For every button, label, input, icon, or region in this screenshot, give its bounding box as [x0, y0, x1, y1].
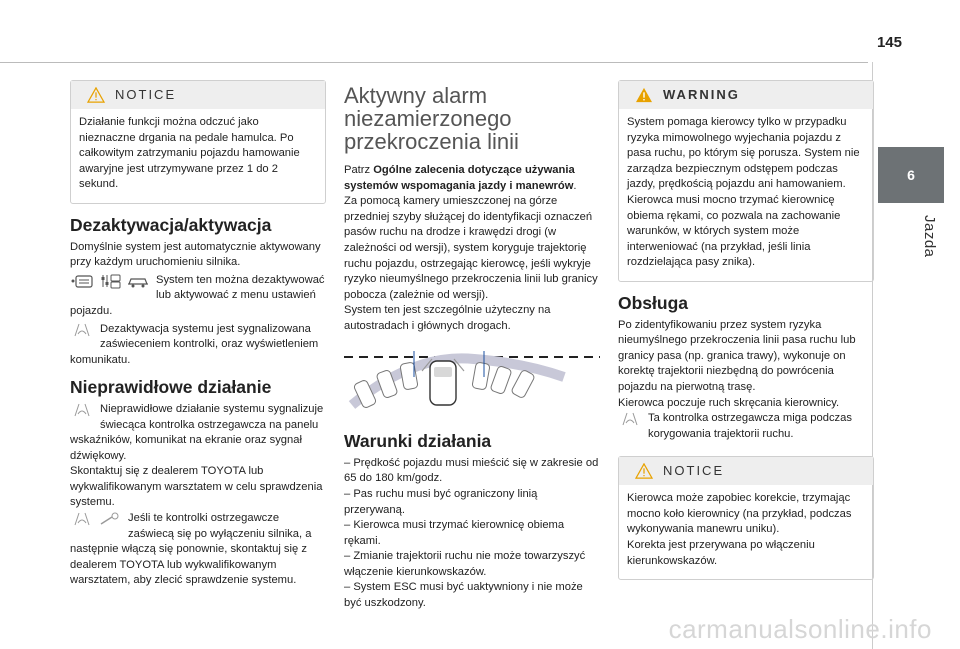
intro-prefix: Patrz [344, 164, 374, 176]
column-right [618, 80, 874, 594]
warning-box [618, 80, 874, 282]
section-title-lane-keeping: Aktywny alarm niezamierzonego przekroczenia linii [344, 83, 519, 154]
warning-triangle-icon [635, 87, 653, 103]
intro-suffix: . [573, 179, 577, 192]
page-number: 145 [876, 34, 902, 51]
lane-p2: System ten jest szczególnie użyteczny na autostradach i głównych drogach. [344, 304, 551, 332]
column-middle [344, 80, 600, 612]
deactivation-p3: Dezaktywacja systemu jest sygnalizowana zaświeceniem kontrolki, oraz wyświetleniem komunikatu. [70, 322, 319, 366]
chapter-title: Jazda [921, 215, 938, 258]
touchscreen-icon [70, 273, 94, 289]
notice-title: NOTICE [663, 463, 725, 479]
watermark: carmanualsonline.info [668, 614, 932, 644]
intro-reference[interactable]: Ogólne zalecenia dotyczące używania systemów wspomagania jazdy i manewrów [344, 164, 575, 192]
section-heading-conditions: Warunki działania [344, 431, 492, 452]
operation-p2: Kierowca poczuje ruch skręcania kierownicy. [618, 396, 840, 409]
lane-warning-lamp-icon [70, 322, 94, 338]
notice-header [71, 81, 325, 109]
conditions-list [344, 456, 600, 612]
condition-item: – Pas ruchu musi być ograniczony linią przerywaną. [344, 487, 538, 516]
section-heading-operation: Obsługa [618, 292, 689, 313]
chapter-tab[interactable]: 6 [878, 147, 944, 203]
deactivation-p2: System ten można dezaktywować lub aktywować z menu ustawień pojazdu. [70, 273, 325, 317]
condition-item: – Kierowca musi trzymać kierownicę obiema rękami. [344, 519, 565, 547]
notice2-p1: Kierowca może zapobiec korekcie, trzymając mocno koło kierownicy (na przykład, podczas wykonywania manewru uniku). [627, 492, 852, 536]
malfunction-p2: Skontaktuj się z dealerem TOYOTA lub wykwalifikowanym warsztatem w celu sprawdzenia systemu. [70, 465, 323, 509]
warning-p2: Kierowca musi mocno trzymać kierownicę obiema rękami, co pozwala na zachowanie warunków, w których system może interweniować (na przykład, jeśli linia rozdzielająca pasy znika). [627, 193, 841, 269]
section-heading-deactivation: Dezaktywacja/aktywacja [70, 214, 272, 235]
notice-box [70, 80, 326, 204]
section-heading-malfunction: Nieprawidłowe działanie [70, 377, 272, 398]
settings-icons [70, 273, 150, 289]
warning-title: WARNING [663, 87, 740, 103]
lane-p1: Za pomocą kamery umieszczonej na górze przedniej szyby służącej do identyfikacji oznaczeń pasów ruchu na drodze i krawędzi drogi (w zależności od wersji), system koryguje trajektorię ruchu pojazdu, ostrzegając kierowcę, jeśli wykryje ryzyko nieumyślnego przekroczenia linii lub granicy pobocza (zależnie od wersji). [344, 195, 598, 301]
warning-triangle-icon [635, 463, 653, 479]
notice-title: NOTICE [115, 87, 177, 103]
vehicle-settings-icon [98, 273, 122, 289]
condition-item: – Prędkość pojazdu musi mieścić się w zakresie od 65 do 180 km/godz. [344, 456, 599, 485]
warning-p1: System pomaga kierowcy tylko w przypadku ryzyka mimowolnego wyjechania pojazdu z pasa ruchu, po którym się porusza. System nie zarządza bezpiecznym odstępem podczas jazdy, prędkością pojazdu ani hamowaniem. [627, 116, 860, 191]
lane-warning-lamp-icon [618, 411, 642, 427]
notice-box [618, 456, 874, 580]
malfunction-p1: Nieprawidłowe działanie systemu sygnalizuje świecąca kontrolka ostrzegawcza na panelu wskaźników, komunikat na ekranie oraz sygnał dźwiękowy. [70, 402, 324, 462]
lane-correction-illustration [344, 347, 600, 411]
warning-triangle-icon [87, 87, 105, 103]
notice-text: Działanie funkcji można odczuć jako nieznaczne drgania na pedale hamulca. Po całkowitym zatrzymaniu pojazdu hamowanie awaryjne jest utrzymywane przez 1 do 2 sekund. [79, 116, 300, 191]
operation-p1: Po zidentyfikowaniu przez system ryzyka nieumyślnego przekroczenia linii pasa ruchu lub granicy pasa (np. granica trawy), wykonuje on korektę trajektorii niezbędną do powrócenia pojazdu na pierwotną trasę. [618, 318, 856, 393]
notice-header [619, 457, 873, 485]
malfunction-p3: Jeśli te kontrolki ostrzegawcze zaświecą się po wyłączeniu silnika, a następnie włączą się ponownie, skontaktuj się z dealerem TOYOTA lub wykwalifikowanym warsztatem, aby zlecić sprawdzenie systemu. [70, 512, 312, 587]
car-icon [126, 273, 150, 289]
lane-warning-lamp-icon [70, 511, 94, 527]
intro-paragraph [344, 163, 600, 194]
warning-header [619, 81, 873, 109]
deactivation-p1: Domyślnie system jest automatycznie aktywowany przy każdym uruchomieniu silnika. [70, 240, 321, 269]
top-rule [0, 62, 868, 63]
steering-wrench-icon [98, 511, 122, 527]
column-left [70, 80, 326, 589]
operation-p3: Ta kontrolka ostrzegawcza miga podczas korygowania trajektorii ruchu. [648, 412, 852, 440]
warning-lamps [70, 511, 122, 527]
condition-item: – System ESC musi być uaktywniony i nie może być uszkodzony. [344, 581, 583, 610]
lane-warning-lamp-icon [70, 402, 94, 418]
notice2-p2: Korekta jest przerywana po włączeniu kierunkowskazów. [627, 539, 815, 567]
condition-item: – Zmianie trajektorii ruchu nie może towarzyszyć włączenie kierunkowskazów. [344, 550, 586, 578]
